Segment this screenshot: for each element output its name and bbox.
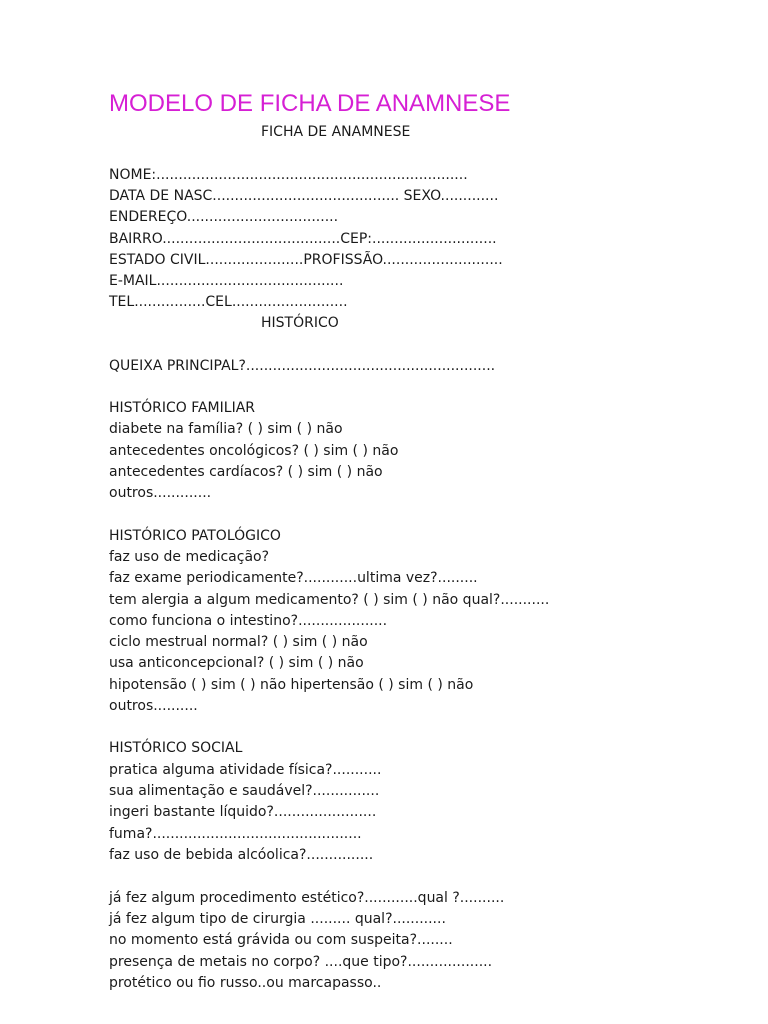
familiar-item: antecedentes oncológicos? ( ) sim ( ) não — [109, 443, 399, 459]
patologico-item: tem alergia a algum medicamento? ( ) sim ( ) não qual?........... — [109, 592, 550, 608]
social-item: faz uso de bebida alcóolica?............... — [109, 847, 374, 863]
estetico-item: já fez algum tipo de cirurgia ......... qual?............ — [109, 911, 446, 927]
social-item: pratica alguma atividade física?........... — [109, 762, 382, 778]
estetico-item: no momento está grávida ou com suspeita?........ — [109, 932, 453, 948]
patologico-item: hipotensão ( ) sim ( ) não hipertensão ( ) sim ( ) não — [109, 677, 474, 693]
estado-civil-profissao-field: ESTADO CIVIL......................PROFISSÃO........................... — [109, 252, 503, 268]
document-title: MODELO DE FICHA DE ANAMNESE — [109, 90, 511, 117]
social-item: ingeri bastante líquido?....................... — [109, 804, 377, 820]
estetico-item: já fez algum procedimento estético?............qual ?.......... — [109, 890, 505, 906]
form-subtitle: FICHA DE ANAMNESE — [261, 124, 411, 140]
patologico-item: outros.......... — [109, 698, 198, 714]
familiar-item: diabete na família? ( ) sim ( ) não — [109, 421, 343, 437]
estetico-item: protético ou fio russo..ou marcapasso.. — [109, 975, 382, 991]
social-item: sua alimentação e saudável?............... — [109, 783, 380, 799]
queixa-principal-field: QUEIXA PRINCIPAL?........................................................ — [109, 358, 496, 374]
social-item: fuma?............................................... — [109, 826, 362, 842]
email-field: E-MAIL.......................................... — [109, 273, 344, 289]
patologico-heading: HISTÓRICO PATOLÓGICO — [109, 528, 281, 544]
nome-field: NOME:...................................................................... — [109, 167, 468, 183]
familiar-heading: HISTÓRICO FAMILIAR — [109, 400, 256, 416]
endereco-field: ENDEREÇO.................................. — [109, 209, 339, 225]
historico-heading: HISTÓRICO — [261, 315, 339, 331]
patologico-item: como funciona o intestino?.................... — [109, 613, 388, 629]
patologico-item: usa anticoncepcional? ( ) sim ( ) não — [109, 655, 364, 671]
patologico-item: ciclo mestrual normal? ( ) sim ( ) não — [109, 634, 368, 650]
familiar-item: antecedentes cardíacos? ( ) sim ( ) não — [109, 464, 383, 480]
bairro-cep-field: BAIRRO........................................CEP:............................ — [109, 231, 497, 247]
tel-cel-field: TEL................CEL.......................... — [109, 294, 348, 310]
social-heading: HISTÓRICO SOCIAL — [109, 740, 243, 756]
nascimento-sexo-field: DATA DE NASC.......................................... SEXO............. — [109, 188, 499, 204]
patologico-item: faz uso de medicação? — [109, 549, 270, 565]
familiar-item: outros............. — [109, 485, 212, 501]
estetico-item: presença de metais no corpo? ....que tipo?................... — [109, 954, 493, 970]
patologico-item: faz exame periodicamente?............ultima vez?......... — [109, 570, 478, 586]
